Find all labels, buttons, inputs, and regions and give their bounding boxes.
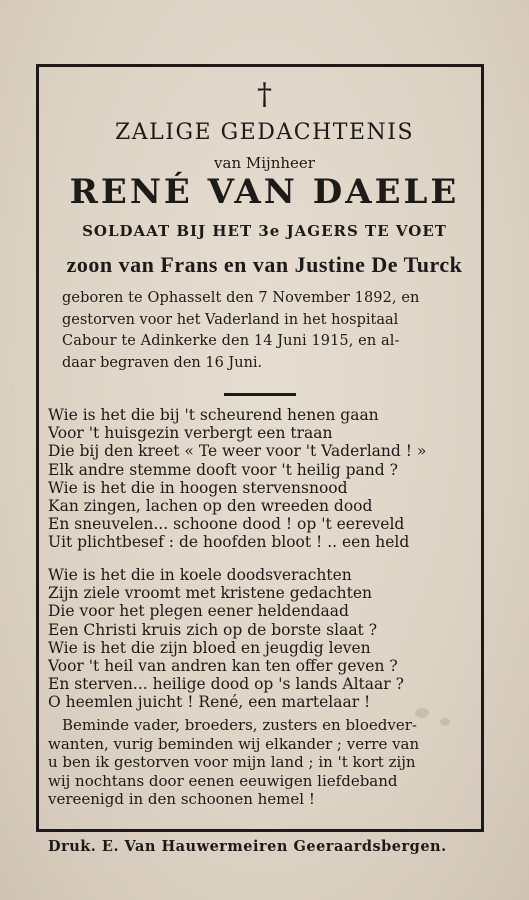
bio-line: daar begraven den 16 Juni.	[62, 354, 263, 371]
poem-line: Een Christi kruis zich op de borste slaat ?	[48, 620, 378, 639]
poem-line: Wie is het die zijn bloed en jeugdig leven	[48, 638, 371, 657]
poem-line: Wie is het die in hoogen stervensnood	[48, 478, 348, 497]
poem-stanza-2	[48, 566, 478, 712]
closing-line: wij nochtans door eenen eeuwigen liefdeband	[48, 771, 398, 790]
poem-line: Voor 't heil van andren kan ten offer geven ?	[48, 657, 398, 676]
poem-line: Uit plichtbesef : de hoofden bloot ! .. een held	[48, 533, 410, 552]
poem-line: Wie is het die in koele doodsverachten	[48, 566, 352, 584]
biography	[62, 288, 472, 374]
poem-stanza-1	[48, 406, 478, 552]
poem-line: Voor 't huisgezin verbergt een traan	[48, 424, 333, 443]
closing-line: vereenigd in den schoonen hemel !	[48, 790, 315, 808]
bio-line: Cabour te Adinkerke den 14 Juni 1915, en al-	[62, 333, 400, 349]
divider-rule	[224, 393, 296, 396]
poem-line: Die bij den kreet « Te weer voor 't Vaderland ! »	[48, 442, 427, 461]
poem-line: O heemlen juicht ! René, een martelaar !	[48, 693, 371, 712]
closing-message	[48, 716, 472, 809]
poem-line: Kan zingen, lachen op den wreeden dood	[48, 497, 373, 516]
deceased-name: RENÉ VAN DAELE	[69, 172, 460, 212]
bio-line: gestorven voor het Vaderland in het hospitaal	[62, 311, 399, 328]
closing-line: Beminde vader, broeders, zusters en bloedver-	[62, 716, 417, 734]
poem-line: En sterven... heilige dood op 's lands Altaar ?	[48, 675, 404, 694]
military-rank: SOLDAAT BIJ HET 3e JAGERS TE VOET	[82, 222, 447, 240]
salutation: van Mijnheer	[214, 154, 315, 172]
closing-line: u ben ik gestorven voor mijn land ; in 't kort zijn	[48, 753, 416, 771]
poem-line: Elk andre stemme dooft voor 't heilig pand ?	[48, 460, 398, 479]
bio-line: geboren te Ophasselt den 7 November 1892, en	[62, 290, 420, 306]
printer-credit: Druk. E. Van Hauwermeiren Geeraardsbergen.	[48, 838, 447, 855]
cross-icon: †	[257, 77, 272, 112]
poem-line: Zijn ziele vroomt met kristene gedachten	[48, 584, 373, 603]
poem-line: Die voor het plegen eener heldendaad	[48, 602, 349, 621]
parents-line: zoon van Frans en van Justine De Turck	[66, 252, 463, 277]
poem-line: En sneuvelen... schoone dood ! op 't eereveld	[48, 515, 405, 534]
card-title: ZALIGE GEDACHTENIS	[114, 120, 415, 145]
closing-line: wanten, vurig beminden wij elkander ; verre van	[48, 734, 420, 753]
poem-line: Wie is het die bij 't scheurend henen gaan	[48, 406, 379, 424]
